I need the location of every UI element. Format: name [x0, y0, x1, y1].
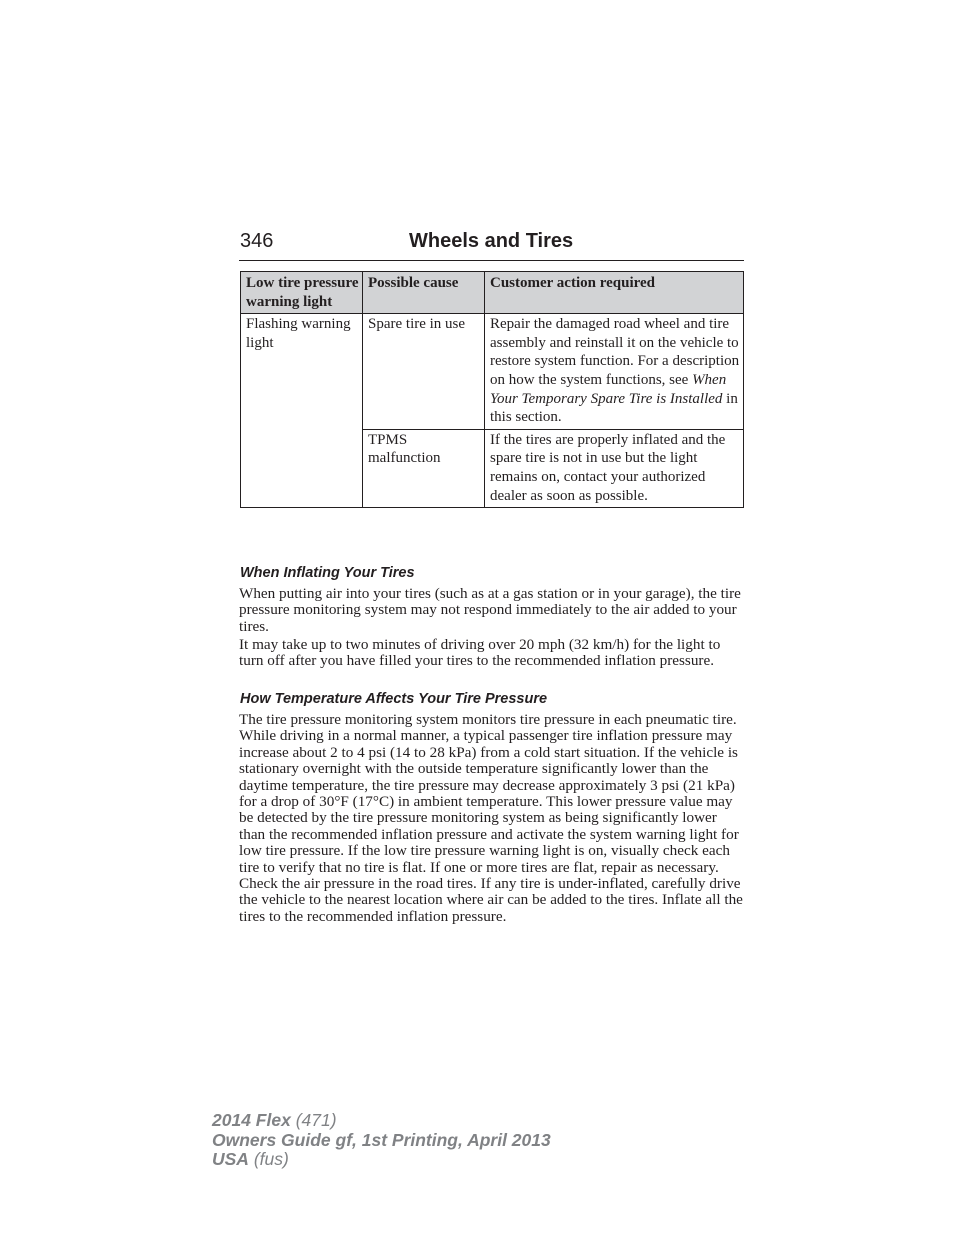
page-footer — [212, 1111, 551, 1170]
page-number: 346 — [240, 230, 274, 252]
column-header-customer-action: Customer action required — [485, 272, 744, 314]
table-header-row — [241, 272, 744, 314]
table-cell-possible-cause: Spare tire in use — [363, 314, 485, 430]
body-paragraph: When putting air into your tires (such as at a gas station or in your garage), the tire pressure monitoring system may not respond immediately to the air added to your tires. — [239, 585, 741, 635]
section-heading: How Temperature Affects Your Tire Pressure — [240, 691, 548, 707]
table-cell-warning-light: Flashing warning light — [241, 314, 363, 508]
footer-region: USA — [212, 1149, 249, 1169]
action-text: Repair the damaged road wheel and tire assembly and reinstall it on the vehicle to restore system function. For a description on how the system functions, see — [490, 316, 740, 388]
column-header-possible-cause: Possible cause — [363, 272, 485, 314]
footer-region-line — [212, 1150, 551, 1170]
page-title: Wheels and Tires — [409, 230, 574, 252]
footer-guide: Owners Guide gf, 1st Printing, April 2013 — [212, 1129, 551, 1150]
footer-model-code: (471) — [295, 1110, 337, 1130]
body-paragraph: The tire pressure monitoring system monitors tire pressure in each pneumatic tire. While driving in a normal manner, a typical passenger tire inflation pressure may increase about 2 to 4 psi (14 to 28 kPa) from a cold start situation. If the vehicle is stationary overnight with the outside temperature significantly lower than the daytime temperature, the tire pressure may decrease approximately 3 psi (21 kPa) for a drop of 30°F (17°C) in ambient temperature. This lower pressure value may be detected by the tire pressure monitoring system as being significantly lower than the recommended inflation pressure and activate the system warning light for low tire pressure. If the low tire pressure warning light is on, visually check each tire to verify that no tire is flat. If one or more tires are flat, repair as necessary. Check the air pressure in the road tires. If any tire is under-inflated, carefully drive the vehicle to the nearest location where air can be added to the tires. Inflate all the tires to the recommended inflation pressure. — [239, 711, 743, 925]
footer-model: 2014 Flex — [212, 1110, 291, 1130]
column-header-warning-light: Low tire pressure warning light — [241, 272, 363, 314]
table-cell-customer-action — [485, 314, 744, 430]
footer-model-line — [212, 1111, 551, 1131]
page-header — [239, 228, 744, 261]
warning-light-table — [240, 271, 744, 508]
body-paragraph: It may take up to two minutes of driving over 20 mph (32 km/h) for the light to turn off after you have filled your tires to the recommended inflation pressure. — [239, 636, 721, 670]
action-text-end: in this section. — [490, 390, 738, 426]
footer-region-code: (fus) — [253, 1149, 289, 1169]
table-cell-possible-cause: TPMS malfunction — [363, 429, 485, 507]
section-heading: When Inflating Your Tires — [240, 565, 415, 581]
action-reference: When Your Temporary Spare Tire is Installed — [490, 371, 727, 407]
table-cell-customer-action: If the tires are properly inflated and the spare tire is not in use but the light remains on, contact your authorized dealer as soon as possible. — [485, 429, 744, 507]
table-row — [241, 314, 744, 430]
